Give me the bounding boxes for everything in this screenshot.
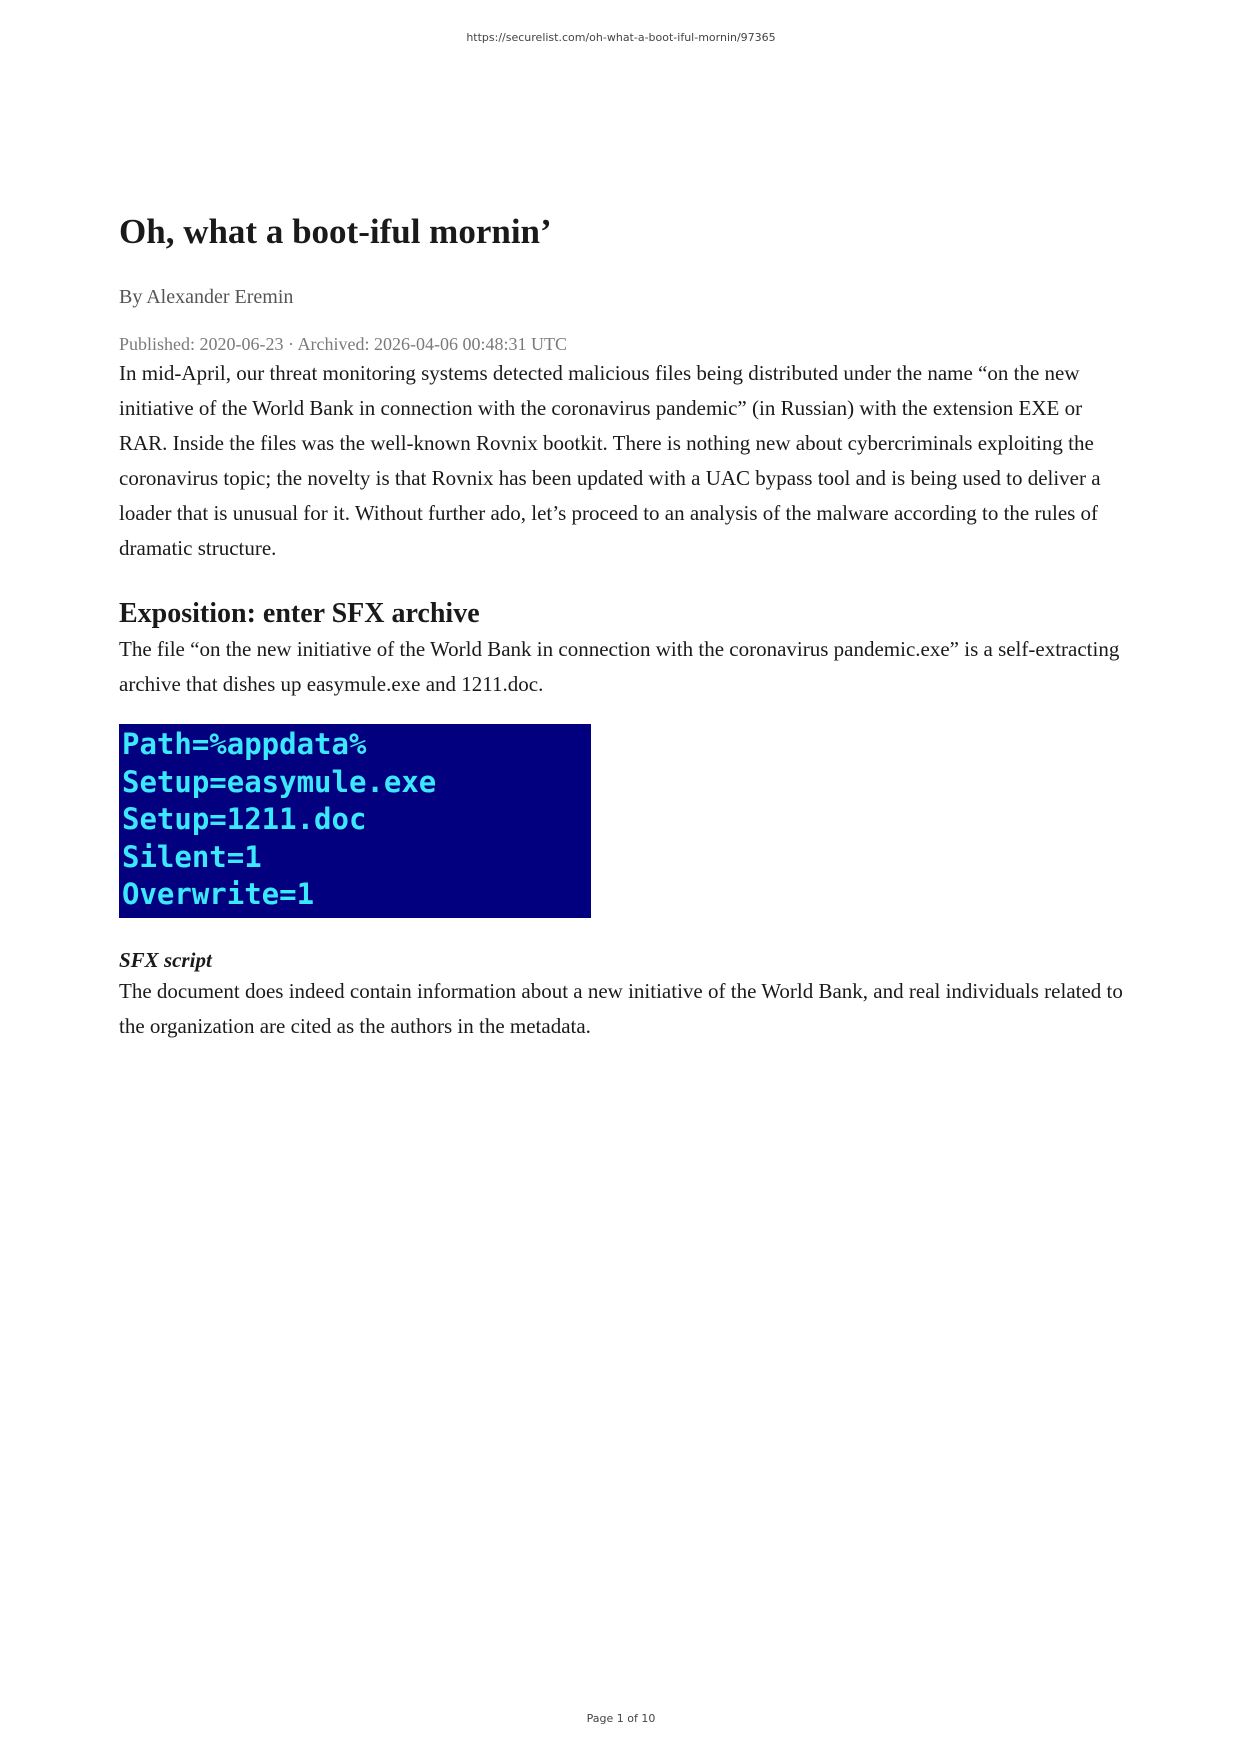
image-caption: SFX script: [119, 948, 212, 972]
article-title: Oh, what a boot-iful mornin’: [119, 212, 552, 251]
page-number-footer: Page 1 of 10: [586, 1712, 656, 1725]
article-dates: Published: 2020-06-23 · Archived: 2026-04-06 00:48:31 UTC: [119, 334, 567, 354]
sfx-paragraph: The file “on the new initiative of the World Bank in connection with the coronavirus pandemic.exe” is a self-extracting archive that dishes up easymule.exe and 1211.doc.: [119, 637, 1120, 696]
script-line: Setup=1211.doc: [122, 802, 367, 836]
page-url-header: https://securelist.com/oh-what-a-boot-iful-mornin/97365: [466, 31, 776, 44]
article-byline: By Alexander Eremin: [119, 286, 294, 308]
script-line: Setup=easymule.exe: [122, 764, 437, 799]
script-line: Path=%appdata%: [122, 727, 367, 761]
sfx-script-image: [119, 724, 591, 918]
script-line: Overwrite=1: [122, 877, 315, 911]
script-line: Silent=1: [122, 839, 262, 874]
intro-paragraph: In mid-April, our threat monitoring systems detected malicious files being distributed under the name “on the new initiative of the World Bank in connection with the coronavirus pandemic” (in Russian) with the extension EXE or RAR. Inside the files was the well-known Rovnix bootkit. There is nothing new about cybercriminals exploiting the coronavirus topic; the novelty is that Rovnix has been updated with a UAC bypass tool and is being used to deliver a loader that is unusual for it. Without further ado, let’s proceed to an analysis of the malware according to the rules of dramatic structure.: [119, 361, 1101, 560]
document-paragraph: The document does indeed contain information about a new initiative of the World Bank, and real individuals related to the organization are cited as the authors in the metadata.: [119, 979, 1123, 1038]
section-heading: Exposition: enter SFX archive: [119, 598, 480, 629]
article: [119, 210, 1129, 1044]
